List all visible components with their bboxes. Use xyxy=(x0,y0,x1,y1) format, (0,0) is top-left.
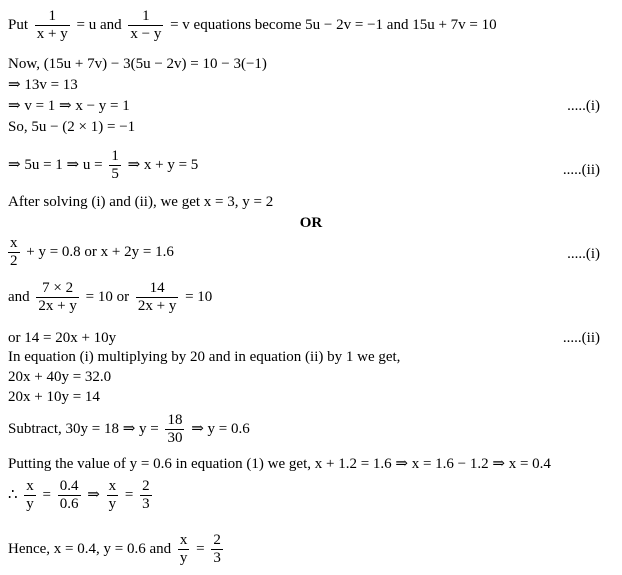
fraction-14-over-2x-plus-y xyxy=(136,280,178,315)
line-therefore xyxy=(8,478,155,513)
denominator: 2 xyxy=(10,253,18,269)
numerator: 2 xyxy=(213,532,221,548)
line-now: Now, (15u + 7v) − 3(5u − 2v) = 10 − 3(−1) xyxy=(8,56,267,72)
line-hence xyxy=(8,532,226,567)
equation-tag-ii-2: .....(ii) xyxy=(562,330,600,346)
denominator: 3 xyxy=(142,496,150,512)
numerator: 1 xyxy=(35,8,70,26)
fraction-one-over-x-plus-y xyxy=(35,8,70,43)
text: = xyxy=(124,486,134,503)
denominator: y xyxy=(108,496,117,512)
text: Hence, x = 0.4, y = 0.6 and xyxy=(8,540,172,557)
denominator: 0.6 xyxy=(59,496,79,512)
fraction-2-over-3 xyxy=(211,532,223,567)
fraction-x-over-y xyxy=(107,478,119,513)
line-after-solving: After solving (i) and (ii), we get x = 3, y = 2 xyxy=(8,194,274,210)
line-or-14: or 14 = 20x + 10y xyxy=(8,330,117,346)
denominator: y xyxy=(26,496,34,512)
equation-tag-ii: .....(ii) xyxy=(562,162,600,178)
numerator: x xyxy=(10,235,18,251)
fraction-0.4-over-0.6 xyxy=(58,478,81,513)
denominator: 2x + y xyxy=(38,298,77,314)
denominator: 3 xyxy=(213,550,221,566)
line-20x-40y: 20x + 40y = 32.0 xyxy=(8,369,112,385)
text: ∴ xyxy=(8,486,18,503)
line-20x-10y: 20x + 10y = 14 xyxy=(8,389,100,405)
denominator: 2x + y xyxy=(137,298,177,314)
line-x-over-2 xyxy=(8,235,174,270)
fraction-18-over-30 xyxy=(165,412,184,447)
line-subtract xyxy=(8,412,250,447)
text: = u and xyxy=(76,16,122,33)
numerator: x xyxy=(179,532,188,548)
line-substitution xyxy=(8,8,497,43)
text: and xyxy=(8,288,30,305)
text: ⇒ x + y = 5 xyxy=(127,156,199,173)
fraction-2-over-3 xyxy=(140,478,152,513)
numerator: 18 xyxy=(167,412,183,428)
denominator: x − y xyxy=(130,26,162,42)
line-13v: ⇒ 13v = 13 xyxy=(8,77,78,93)
line-v-equals-1: ⇒ v = 1 ⇒ x − y = 1 xyxy=(8,98,130,114)
text: ⇒ 5u = 1 ⇒ u = xyxy=(8,156,103,173)
text: = v equations become 5u − 2v = −1 and 15u + 7v = 10 xyxy=(170,16,497,33)
text: Subtract, 30y = 18 ⇒ y = xyxy=(8,420,159,437)
numerator: 0.4 xyxy=(59,478,79,494)
equation-tag-i: .....(i) xyxy=(567,98,600,114)
fraction-x-over-2 xyxy=(8,235,20,270)
fraction-x-over-y xyxy=(24,478,36,513)
text: ⇒ xyxy=(87,486,100,503)
text: + y = 0.8 or x + 2y = 1.6 xyxy=(26,243,174,260)
text: = xyxy=(42,486,52,503)
fraction-7x2-over-2x-plus-y xyxy=(36,280,78,315)
fraction-one-over-x-minus-y xyxy=(128,8,163,43)
line-and-7x2 xyxy=(8,280,212,315)
numerator: 1 xyxy=(111,148,119,164)
text: Put xyxy=(8,16,29,33)
numerator: 14 xyxy=(136,280,178,298)
text: = xyxy=(196,540,205,557)
numerator: 1 xyxy=(128,8,163,26)
line-so-5u: So, 5u − (2 × 1) = −1 xyxy=(8,119,136,135)
numerator: x xyxy=(26,478,34,494)
text: = 10 or xyxy=(85,288,130,305)
numerator: 2 xyxy=(142,478,150,494)
numerator: x xyxy=(108,478,117,494)
denominator: y xyxy=(179,550,188,566)
line-in-equation: In equation (i) multiplying by 20 and in equation (ii) by 1 we get, xyxy=(8,349,401,365)
fraction-x-over-y xyxy=(178,532,190,567)
denominator: 5 xyxy=(111,166,119,182)
or-heading: OR xyxy=(299,215,323,231)
text: ⇒ y = 0.6 xyxy=(191,420,250,437)
text: = 10 xyxy=(185,288,213,305)
line-putting-value: Putting the value of y = 0.6 in equation (1) we get, x + 1.2 = 1.6 ⇒ x = 1.6 − 1.2 ⇒ x = 0.4 xyxy=(8,456,551,472)
equation-tag-i-2: .....(i) xyxy=(567,246,600,262)
denominator: 30 xyxy=(167,430,183,446)
denominator: x + y xyxy=(36,26,68,42)
numerator: 7 × 2 xyxy=(36,280,78,298)
line-u-one-fifth xyxy=(8,148,198,183)
fraction-one-fifth xyxy=(109,148,121,183)
